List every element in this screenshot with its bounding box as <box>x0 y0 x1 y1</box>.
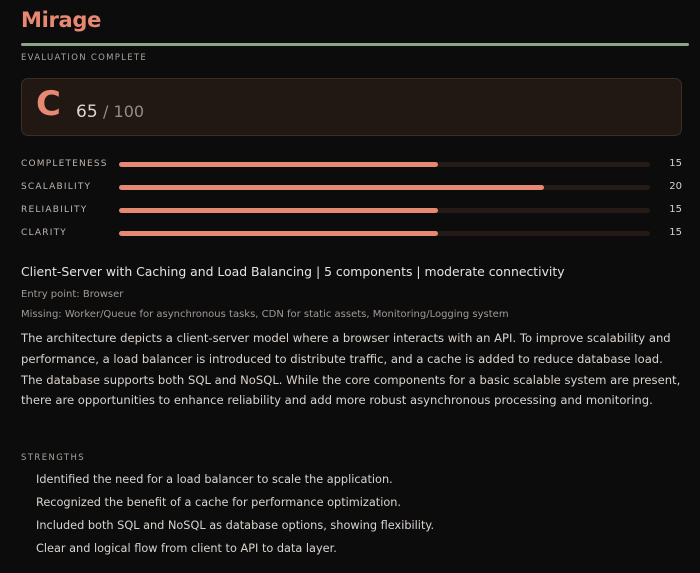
missing-components: Missing: Worker/Queue for asynchronous tasks, CDN for static assets, Monitoring/Logging system <box>21 309 509 320</box>
strength-item: Included both SQL and NoSQL as database options, showing flexibility. <box>36 519 435 532</box>
metric-track <box>119 208 650 213</box>
score-max: / 100 <box>103 102 145 121</box>
metric-fill <box>119 231 438 236</box>
metric-clarity <box>21 227 682 241</box>
metric-reliability <box>21 204 682 218</box>
strength-item: Clear and logical flow from client to API to data layer. <box>36 542 337 555</box>
metric-fill <box>119 162 438 167</box>
metric-label: CLARITY <box>21 228 67 238</box>
metric-scalability <box>21 181 682 195</box>
metric-track <box>119 231 650 236</box>
metric-fill <box>119 185 544 190</box>
metric-label: SCALABILITY <box>21 182 92 192</box>
architecture-title: Client-Server with Caching and Load Balancing | 5 components | moderate connectivity <box>21 264 565 279</box>
entry-point: Entry point: Browser <box>21 289 124 300</box>
strength-item: Identified the need for a load balancer to scale the application. <box>36 473 393 486</box>
metric-value: 15 <box>669 227 682 238</box>
score-value <box>76 102 144 122</box>
strengths-list <box>36 473 434 565</box>
strength-item: Recognized the benefit of a cache for performance optimization. <box>36 496 402 509</box>
metric-value: 15 <box>669 204 682 215</box>
metric-value: 20 <box>669 181 682 192</box>
evaluation-status: EVALUATION COMPLETE <box>21 53 148 63</box>
metric-track <box>119 162 650 167</box>
metric-label: COMPLETENESS <box>21 159 108 169</box>
evaluation-progress-bar <box>21 43 689 46</box>
metric-completeness <box>21 158 682 172</box>
architecture-summary: The architecture depicts a client-server model where a browser interacts with an API. To improve scalability and performance, a load balancer is introduced to distribute traffic, and a cache is added to reduce database load. The database supports both SQL and NoSQL. While the core components for a basic scalable system are present, there are opportunities to enhance reliability and add more robust asynchronous processing and monitoring. <box>21 331 681 408</box>
metric-label: RELIABILITY <box>21 205 88 215</box>
metric-value: 15 <box>669 158 682 169</box>
score-card <box>21 78 682 136</box>
score-number: 65 <box>76 102 98 122</box>
metric-fill <box>119 208 438 213</box>
metric-track <box>119 185 650 190</box>
grade-letter: C <box>36 84 61 124</box>
strengths-heading: STRENGTHS <box>21 453 86 463</box>
app-logo: Mirage <box>21 8 102 32</box>
